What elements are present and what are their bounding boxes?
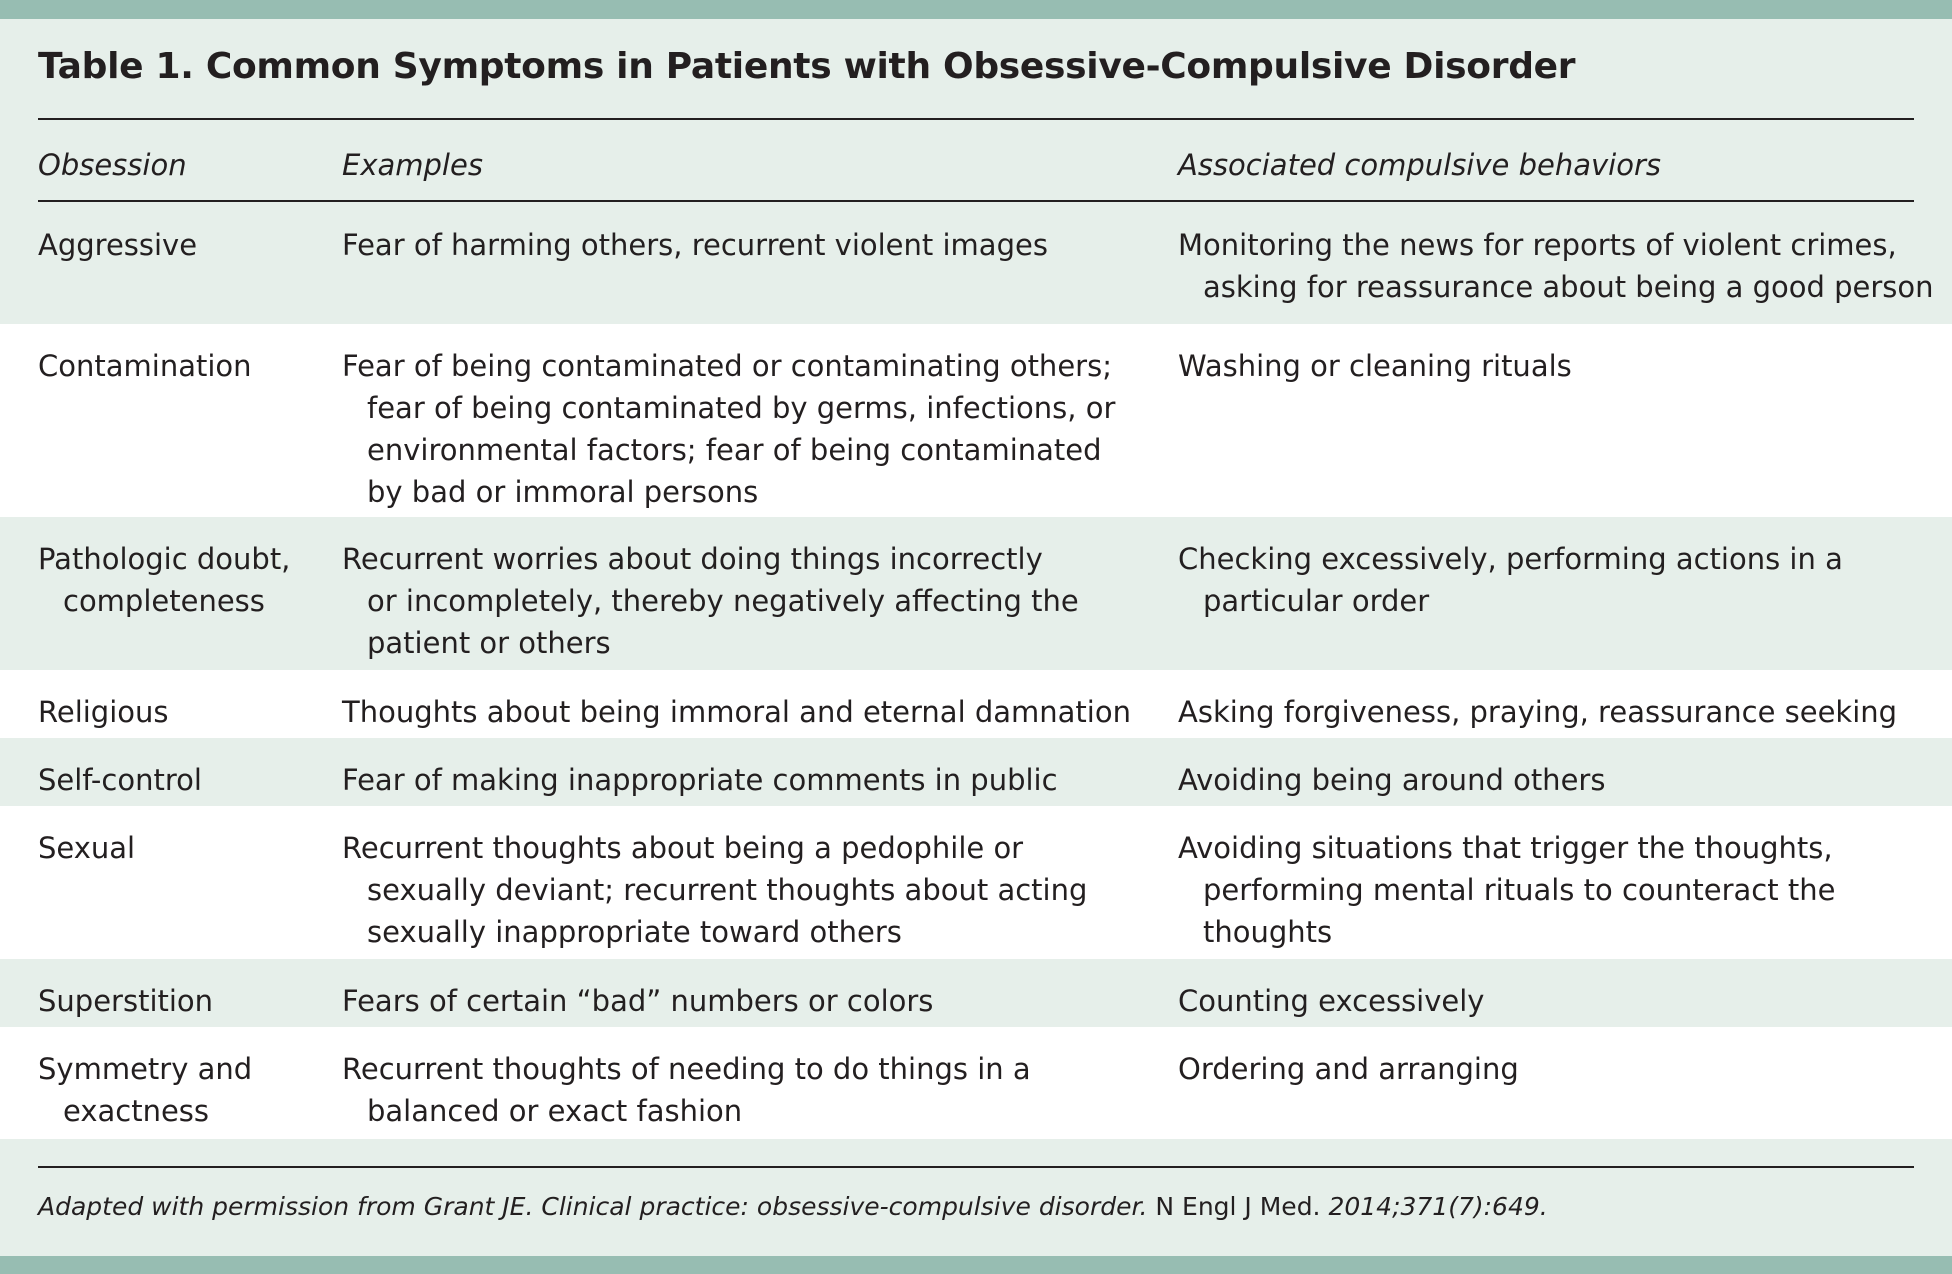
obsession-cell (38, 691, 169, 733)
cell-line: performing mental rituals to counteract the (1203, 873, 1836, 907)
cell-line: completeness (63, 584, 265, 618)
obsession-cell (38, 980, 213, 1022)
cell-line: Fears of certain “bad” numbers or colors (342, 984, 934, 1018)
cell-line: particular order (1203, 584, 1430, 618)
cell-line: Self-control (38, 763, 202, 797)
title-rule (38, 118, 1914, 120)
cell-line: Fear of harming others, recurrent violent images (342, 228, 1048, 262)
cell-line: Washing or cleaning rituals (1178, 349, 1572, 383)
cell-line: Symmetry and (38, 1052, 253, 1086)
cell-line: Avoiding being around others (1178, 763, 1606, 797)
cell-line: thoughts (1203, 915, 1333, 949)
cell-line: Asking forgiveness, praying, reassurance seeking (1178, 695, 1898, 729)
cell-line: balanced or exact fashion (367, 1094, 743, 1128)
column-header-behaviors: Associated compulsive behaviors (1178, 148, 1661, 182)
examples-cell (342, 1048, 1031, 1132)
examples-cell (342, 224, 1048, 266)
cell-line: Monitoring the news for reports of violent crimes, (1178, 228, 1897, 262)
cell-line: Fear of making inappropriate comments in public (342, 763, 1058, 797)
table-row (0, 670, 1952, 738)
obsession-cell (38, 827, 135, 869)
cell-line: Checking excessively, performing actions in a (1178, 542, 1843, 576)
obsession-cell (38, 345, 252, 387)
cell-line: environmental factors; fear of being contaminated (367, 433, 1102, 467)
examples-cell (342, 345, 1115, 513)
examples-cell (342, 980, 933, 1022)
cell-line: Contamination (38, 349, 252, 383)
footnote-citation: Adapted with permission from Grant JE. Clinical practice: obsessive-compulsive disorder. (38, 1192, 1148, 1221)
cell-line: Sexual (38, 831, 136, 865)
examples-cell (342, 759, 1058, 801)
examples-cell (342, 691, 1131, 733)
cell-line: asking for reassurance about being a good person (1203, 270, 1934, 304)
cell-line: Ordering and arranging (1178, 1052, 1519, 1086)
cell-line: Recurrent thoughts of needing to do things in a (342, 1052, 1031, 1086)
behaviors-cell (1178, 224, 1934, 308)
cell-line: or incompletely, thereby negatively affecting the (367, 584, 1079, 618)
bottom-color-band (0, 1256, 1952, 1274)
footnote-journal: N Engl J Med. (1147, 1192, 1329, 1221)
cell-line: Superstition (38, 984, 214, 1018)
cell-line: sexually inappropriate toward others (367, 915, 902, 949)
cell-line: Recurrent worries about doing things incorrectly (342, 542, 1043, 576)
cell-line: Counting excessively (1178, 984, 1485, 1018)
table-header-row (0, 148, 1952, 198)
cell-line: by bad or immoral persons (367, 475, 759, 509)
behaviors-cell (1178, 1048, 1519, 1090)
column-header-examples: Examples (342, 148, 483, 182)
cell-line: fear of being contaminated by germs, infections, or (367, 391, 1116, 425)
cell-line: Avoiding situations that trigger the thoughts, (1178, 831, 1833, 865)
cell-line: patient or others (367, 626, 611, 660)
cell-line: exactness (63, 1094, 210, 1128)
behaviors-cell (1178, 827, 1835, 953)
cell-line: sexually deviant; recurrent thoughts about acting (367, 873, 1088, 907)
header-rule (38, 200, 1914, 202)
obsession-cell (38, 538, 290, 622)
column-header-obsession: Obsession (38, 148, 187, 182)
behaviors-cell (1178, 980, 1484, 1022)
behaviors-cell (1178, 691, 1897, 733)
cell-line: Religious (38, 695, 169, 729)
cell-line: Recurrent thoughts about being a pedophile or (342, 831, 1024, 865)
obsession-cell (38, 1048, 252, 1132)
source-footnote (38, 1192, 1548, 1221)
obsession-cell (38, 224, 197, 266)
table-title: Table 1. Common Symptoms in Patients with Obsessive-Compulsive Disorder (38, 46, 1576, 87)
table-row (0, 959, 1952, 1027)
table-row (0, 738, 1952, 806)
behaviors-cell (1178, 538, 1843, 622)
cell-line: Fear of being contaminated or contaminating others; (342, 349, 1112, 383)
cell-line: Thoughts about being immoral and eternal damnation (342, 695, 1131, 729)
top-color-band (0, 0, 1952, 19)
cell-line: Pathologic doubt, (38, 542, 291, 576)
table-row (0, 1027, 1952, 1139)
cell-line: Aggressive (38, 228, 198, 262)
behaviors-cell (1178, 759, 1605, 801)
behaviors-cell (1178, 345, 1572, 387)
examples-cell (342, 538, 1079, 664)
footnote-volume: 2014;371(7):649. (1328, 1192, 1548, 1221)
obsession-cell (38, 759, 202, 801)
examples-cell (342, 827, 1087, 953)
table-row (0, 324, 1952, 517)
footer-rule (38, 1166, 1914, 1168)
table-row (0, 517, 1952, 670)
table-row (0, 806, 1952, 959)
table-row (0, 203, 1952, 324)
